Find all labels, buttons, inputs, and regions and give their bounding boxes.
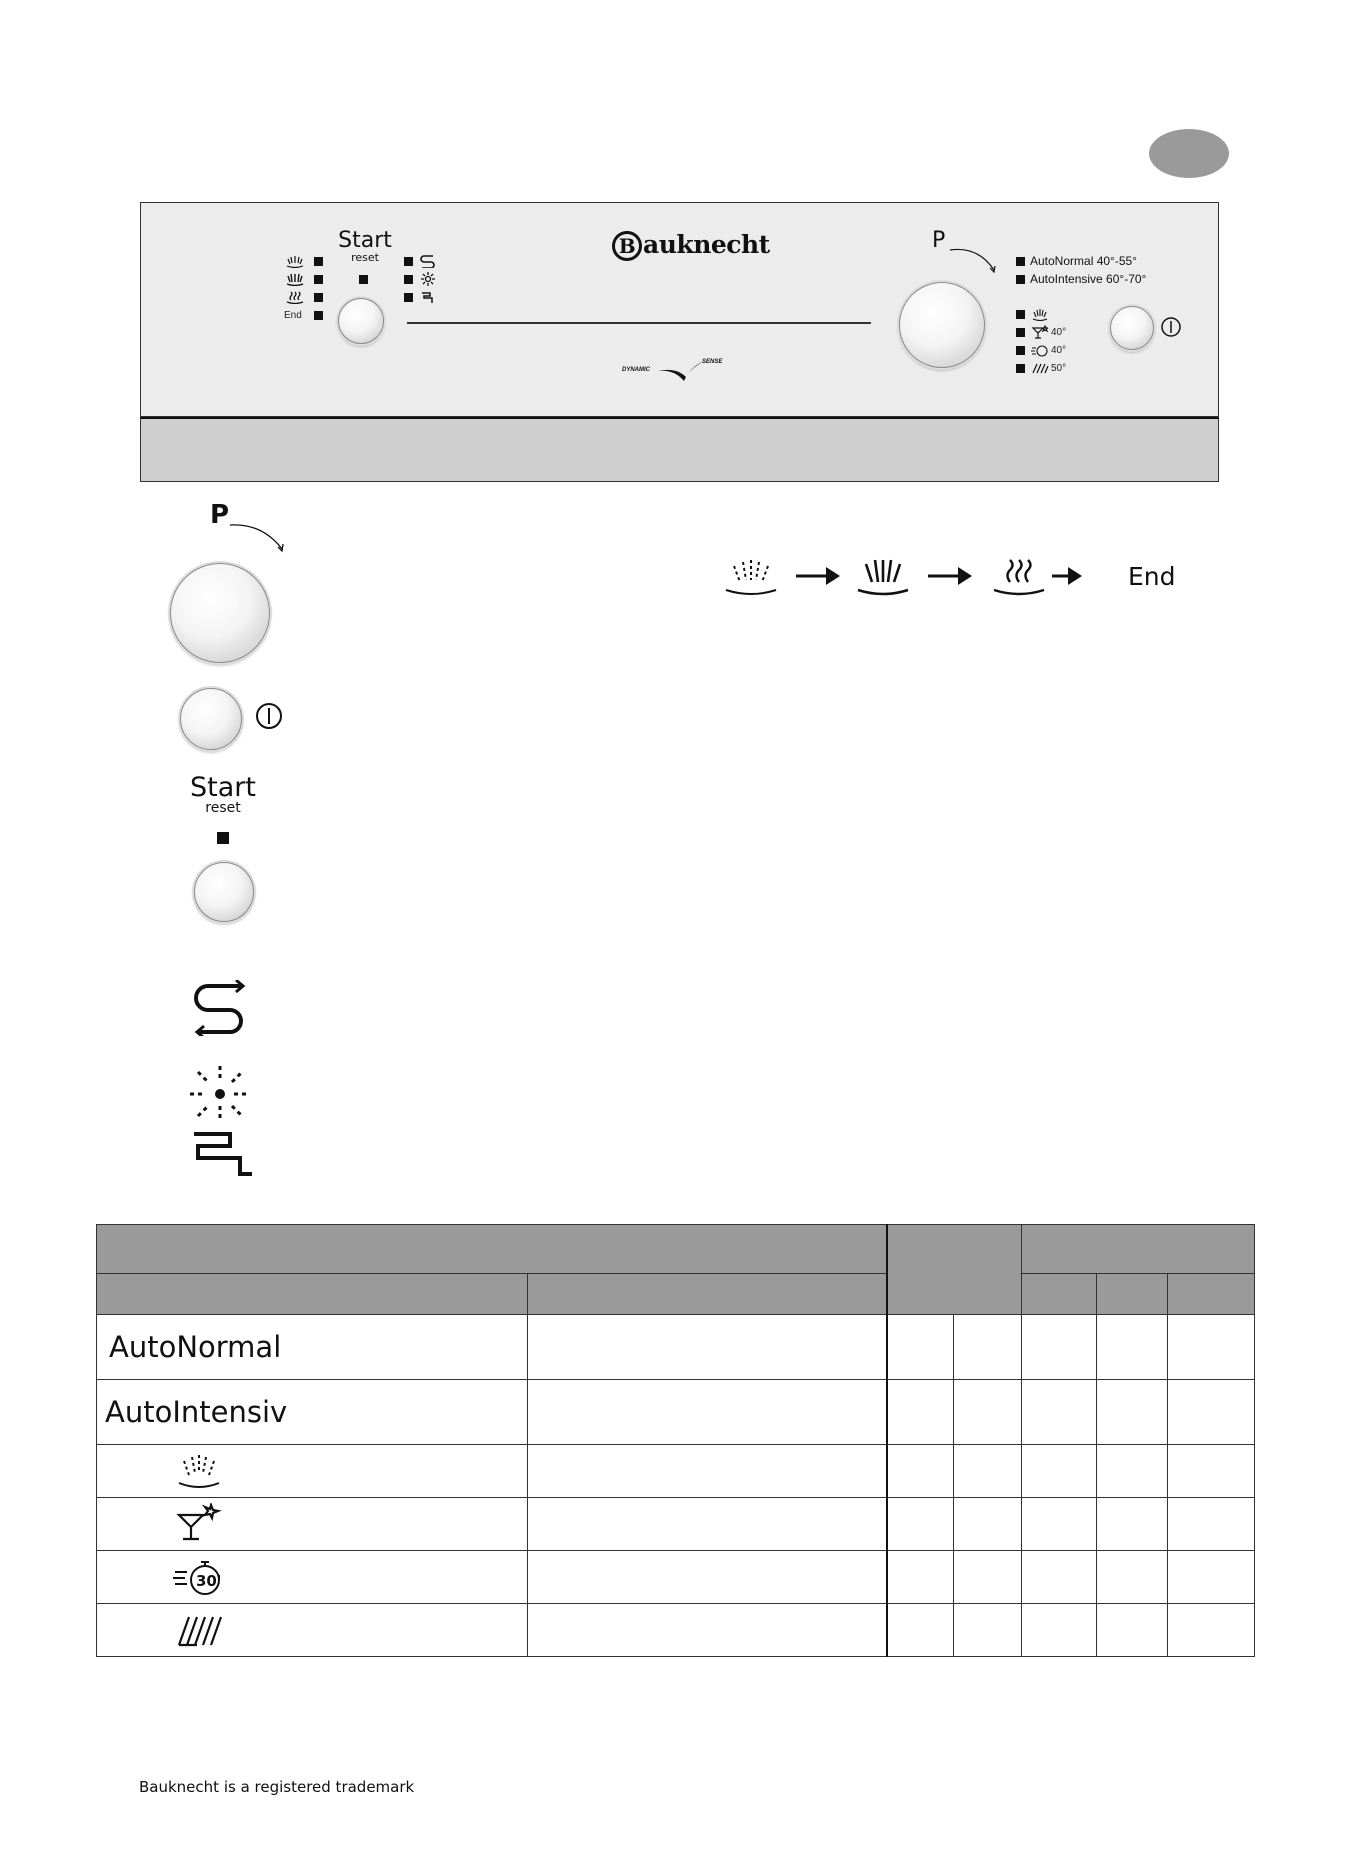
salt-icon [419,254,437,268]
program-glass [1016,323,1066,341]
phase-indicators [284,252,323,324]
table-cell [1097,1315,1168,1380]
legend-program-arrow-icon [228,515,288,555]
led [314,311,323,320]
program-icon-cell [97,1604,528,1657]
led [404,257,413,266]
table-cell [954,1315,1022,1380]
legend-rinse-aid-icon [188,1064,252,1124]
table-cell [1097,1604,1168,1657]
legend-start-label [186,774,260,816]
swoosh-icon [656,355,706,383]
table-cell [528,1498,887,1551]
quick-temp: 40° [1051,344,1067,356]
start-led [359,275,368,284]
legend-p-label: P [210,500,230,530]
table-cell [1022,1445,1097,1498]
seq-prewash-icon [722,556,780,596]
program-autointensive-label: AutoIntensive 60°-70° [1030,272,1147,286]
table-cell [887,1498,954,1551]
header-cell [1022,1225,1255,1274]
panel-start-label [336,230,394,263]
start-reset-button[interactable] [338,298,384,344]
header-cell [97,1225,887,1274]
program-selector-knob[interactable] [899,282,985,368]
salt-indicator [404,252,437,270]
wash-icon [284,272,306,286]
table-row [97,1498,1255,1551]
phase-end-indicator [284,306,323,324]
brand-logo-text: auknecht [643,230,770,259]
table-cell [528,1315,887,1380]
warning-indicators [404,252,437,306]
brand-logo [612,230,770,261]
legend-reset-text: reset [205,800,241,816]
table-cell [954,1551,1022,1604]
led [1016,310,1025,319]
quick-30-icon [1031,343,1049,357]
table-cell [887,1380,954,1445]
program-arrow-icon [948,240,1000,276]
brand-logo-mark: B [612,231,642,261]
table-cell [887,1551,954,1604]
table-cell [1097,1551,1168,1604]
table-row [97,1445,1255,1498]
table-cell [1097,1445,1168,1498]
table-header-row [97,1225,1255,1274]
trademark-footer: Bauknecht is a registered trademark [139,1778,415,1796]
phase-prewash-indicator [284,252,323,270]
table-cell [528,1551,887,1604]
led [314,293,323,302]
on-off-button[interactable] [1110,306,1154,350]
seq-end-label: End [1128,561,1176,591]
table-cell [887,1445,954,1498]
program-autonormal [1016,252,1146,270]
program-name-autonormal: AutoNormal [97,1315,528,1380]
table-cell [1168,1445,1255,1498]
program-icon-cell [97,1498,528,1551]
table-row [97,1604,1255,1657]
table-subheader-row [97,1274,1255,1315]
table-cell [1168,1551,1255,1604]
arrow-right-icon [792,561,852,591]
led [1016,257,1025,266]
dynamic-sense-logo [622,355,732,385]
table-row [97,1380,1255,1445]
legend-program-knob [170,563,270,663]
svg-text:30': 30' [196,1572,222,1590]
program-icon-cell [97,1551,528,1604]
table-cell [954,1380,1022,1445]
led [1016,346,1025,355]
table-cell [1097,1380,1168,1445]
legend-start-text: Start [190,772,256,803]
table-cell [1022,1380,1097,1445]
table-cell [954,1498,1022,1551]
header-cell [887,1225,1022,1315]
legend-water-tap-icon [188,1128,256,1178]
program-autonormal-label: AutoNormal 40°-55° [1030,254,1137,268]
legend-start-reset-button [194,862,254,922]
program-icon-cell [97,1445,528,1498]
program-autointensive [1016,270,1146,288]
eco-temp: 50° [1051,362,1067,374]
program-p-label: P [932,228,946,253]
phase-dry-indicator [284,288,323,306]
table-cell [1168,1604,1255,1657]
end-label: End [284,309,302,321]
table-cell [954,1604,1022,1657]
legend-on-off-button [180,688,242,750]
water-tap-indicator [404,288,437,306]
control-panel-strip [140,417,1219,482]
programme-table [96,1224,1255,1657]
table-cell [528,1604,887,1657]
prewash-icon [1031,307,1049,321]
glass-icon [175,1503,223,1545]
header-cell [97,1274,528,1315]
header-cell [1022,1274,1097,1315]
table-cell [954,1445,1022,1498]
table-cell [1022,1604,1097,1657]
glass-temp: 40° [1051,326,1067,338]
program-name-autointensiv: AutoIntensiv [97,1380,528,1445]
program-prewash [1016,305,1066,323]
arrow-right-icon [924,561,984,591]
eco-icon [1031,361,1049,375]
table-cell [1168,1315,1255,1380]
prewash-icon [284,254,306,268]
table-cell [1168,1380,1255,1445]
led [1016,275,1025,284]
led [404,275,413,284]
header-cell [528,1274,887,1315]
sense-label: SENSE [702,359,723,365]
table-cell [887,1604,954,1657]
rinse-aid-icon [419,272,437,286]
eco-icon [175,1611,229,1649]
table-cell [1022,1551,1097,1604]
prewash-icon [175,1451,223,1491]
led [314,275,323,284]
legend-salt-icon [190,980,250,1036]
table-cell [1097,1498,1168,1551]
start-label: Start [338,228,392,253]
legend-start-led [217,832,229,844]
led [1016,364,1025,373]
program-eco [1016,359,1066,377]
legend-power-icon [254,701,284,731]
led [314,257,323,266]
table-row [97,1315,1255,1380]
arrow-right-icon [1050,561,1090,591]
led [1016,328,1025,337]
phase-wash-indicator [284,270,323,288]
led [404,293,413,302]
glass-icon [1031,325,1049,339]
table-cell [887,1315,954,1380]
table-cell [528,1445,887,1498]
table-cell [1168,1498,1255,1551]
table-cell [1022,1315,1097,1380]
water-tap-icon [419,290,437,304]
seq-dry-icon [990,556,1048,596]
language-badge [1149,129,1229,178]
table-cell [528,1380,887,1445]
table-cell [1022,1498,1097,1551]
power-icon [1160,316,1182,338]
program-icon-list [1016,305,1066,377]
program-quick [1016,341,1066,359]
seq-wash-icon [854,556,912,596]
dry-icon [284,290,306,304]
header-cell [1097,1274,1168,1315]
program-list [1016,252,1146,288]
rinse-aid-indicator [404,270,437,288]
table-row [97,1551,1255,1604]
quick-30-icon [173,1556,229,1598]
header-cell [1168,1274,1255,1315]
phase-sequence [722,556,1176,596]
reset-label: reset [351,251,379,264]
dynamic-label: DYNAMIC [622,367,650,373]
panel-divider-line [407,322,871,324]
